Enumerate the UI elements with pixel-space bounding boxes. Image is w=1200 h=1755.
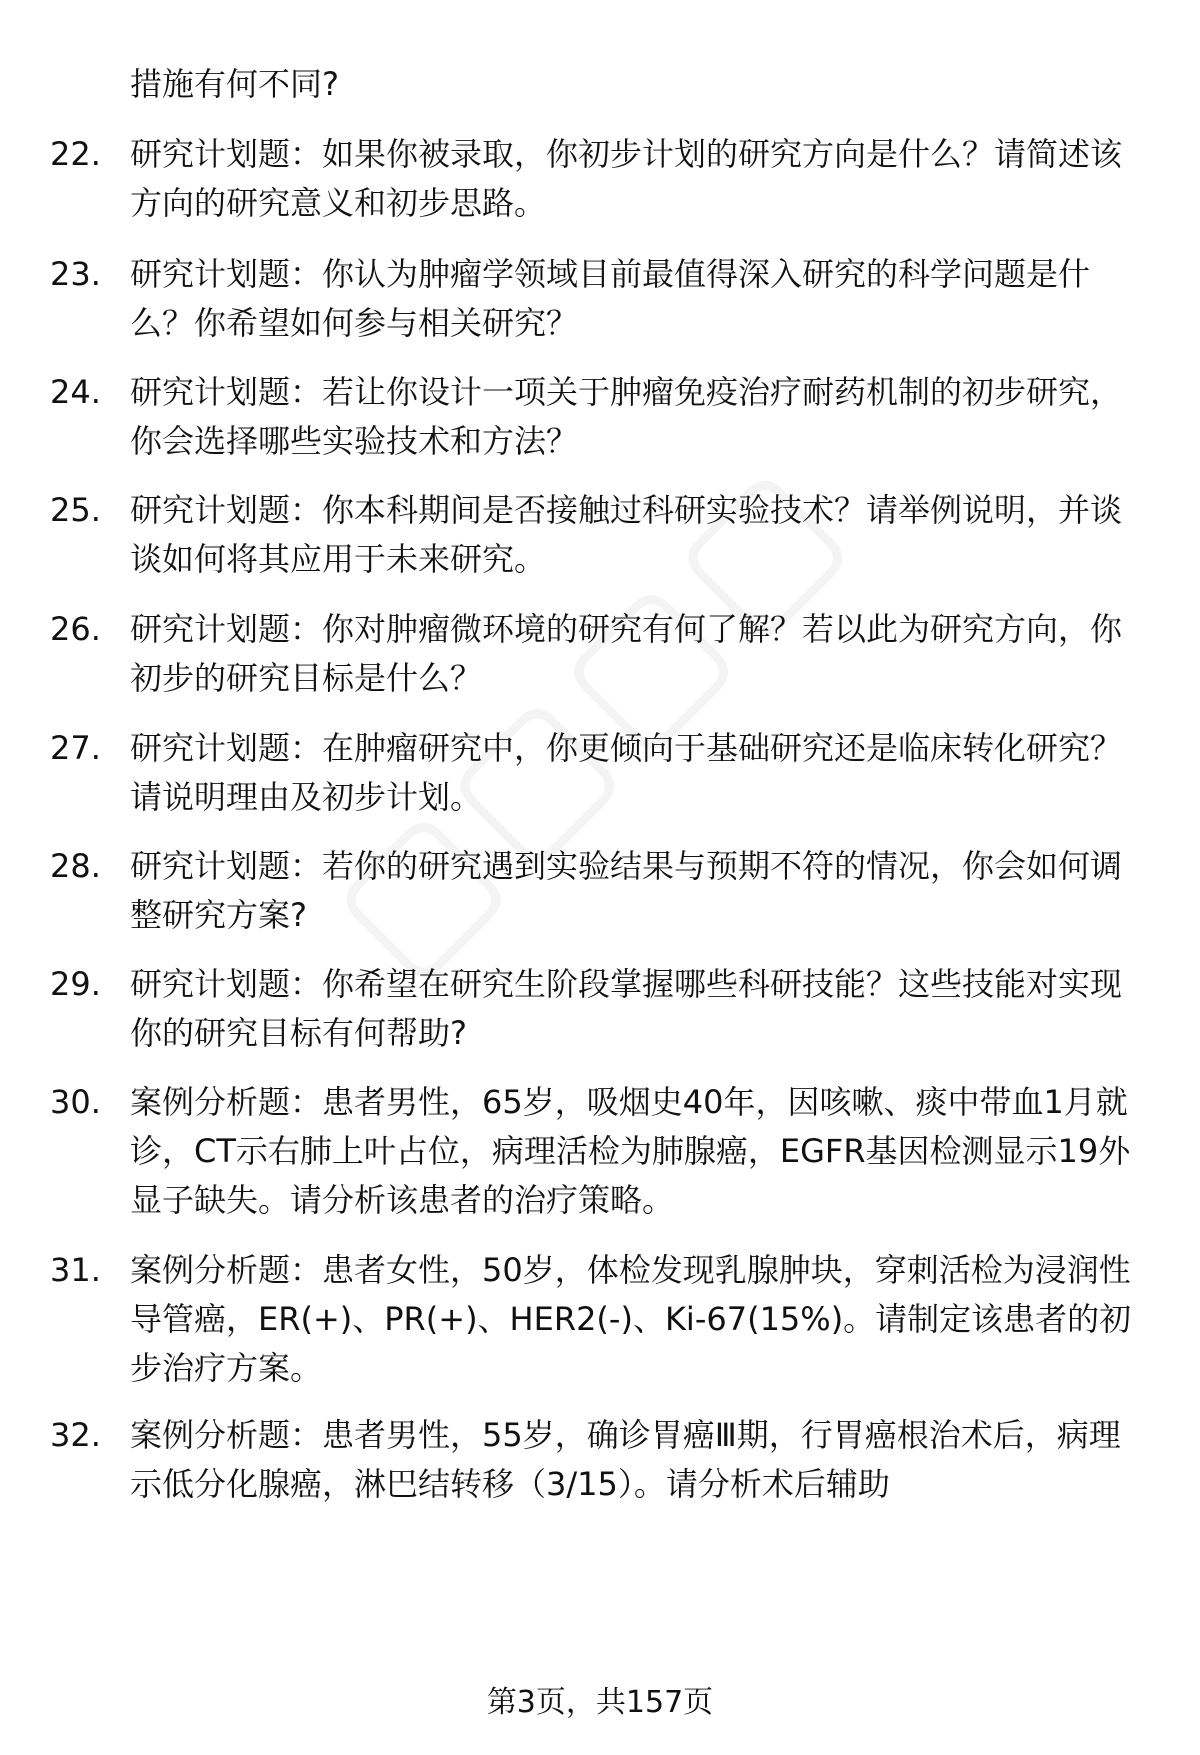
- question-number: 27.: [50, 729, 101, 767]
- question-number: 23.: [50, 255, 101, 293]
- question-text: 研究计划题：若你的研究遇到实验结果与预期不符的情况，你会如何调整研究方案?: [130, 847, 1123, 934]
- question-number: 30.: [50, 1083, 101, 1121]
- question-text: 研究计划题：若让你设计一项关于肿瘤免疫治疗耐药机制的初步研究，你会选择哪些实验技术和方法？: [130, 373, 1123, 460]
- question-text: 研究计划题：你希望在研究生阶段掌握哪些科研技能？这些技能对实现你的研究目标有何帮助?: [130, 965, 1123, 1052]
- question-text: 研究计划题：如果你被录取，你初步计划的研究方向是什么？请简述该方向的研究意义和初步思路。: [130, 135, 1123, 222]
- question-number: 26.: [50, 610, 101, 648]
- question-text: 案例分析题：患者男性，55岁，确诊胃癌Ⅲ期，行胃癌根治术后，病理示低分化腺癌，淋巴结转移（3/15）。请分析术后辅助: [130, 1416, 1121, 1503]
- page-footer: 第3页，共157页: [486, 1685, 714, 1720]
- question-number: 29.: [50, 965, 101, 1003]
- question-number: 31.: [50, 1251, 101, 1289]
- continuation-text: 措施有何不同?: [130, 65, 339, 103]
- question-text: 案例分析题：患者男性，65岁，吸烟史40年，因咳嗽、痰中带血1月就诊，CT示右肺上叶占位，病理活检为肺腺癌，EGFR基因检测显示19外显子缺失。请分析该患者的治疗策略。: [130, 1083, 1131, 1219]
- question-number: 25.: [50, 491, 101, 529]
- question-text: 研究计划题：你对肿瘤微环境的研究有何了解？若以此为研究方向，你初步的研究目标是什么？: [130, 610, 1123, 697]
- question-text: 研究计划题：你认为肿瘤学领域目前最值得深入研究的科学问题是什么？你希望如何参与相关研究？: [130, 255, 1091, 342]
- question-number: 24.: [50, 373, 101, 411]
- question-number: 32.: [50, 1416, 101, 1454]
- question-number: 22.: [50, 135, 101, 173]
- question-text: 研究计划题：在肿瘤研究中，你更倾向于基础研究还是临床转化研究？请说明理由及初步计划。: [130, 729, 1123, 816]
- question-text: 研究计划题：你本科期间是否接触过科研实验技术？请举例说明，并谈谈如何将其应用于未来研究。: [130, 491, 1123, 578]
- question-text: 案例分析题：患者女性，50岁，体检发现乳腺肿块，穿刺活检为浸润性导管癌，ER(+)、PR(+)、HER2(-)、Ki-67(15%)。请制定该患者的初步治疗方案。: [130, 1251, 1132, 1387]
- question-number: 28.: [50, 847, 101, 885]
